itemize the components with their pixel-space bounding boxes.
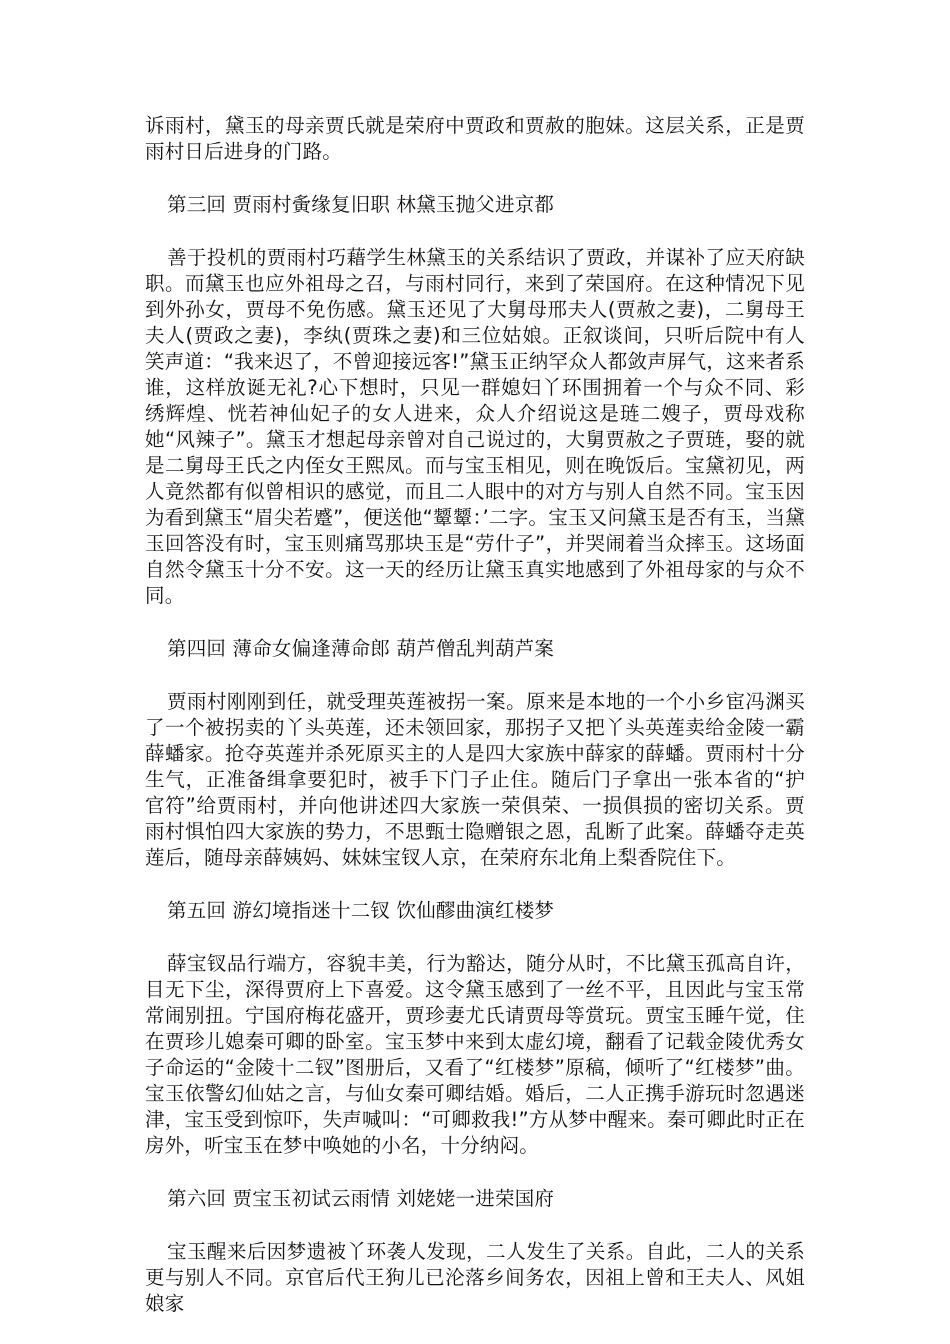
- intro-paragraph: 诉雨村，黛玉的母亲贾氏就是荣府中贾政和贾赦的胞妹。这层关系，正是贾雨村日后进身的门路。: [145, 114, 805, 163]
- chapter-6-heading: 第六回 贾宝玉初试云雨情 刘姥姥一进荣国府: [167, 1187, 555, 1210]
- chapter-5-heading: 第五回 游幻境指迷十二钗 饮仙醪曲演红楼梦: [167, 899, 555, 922]
- chapter-4-summary: 贾雨村刚刚到任，就受理英莲被拐一案。原来是本地的一个小乡宦冯渊买了一个被拐卖的丫头英莲，还未领回家，那拐子又把丫头英莲卖给金陵一霸薛蟠家。抢夺英莲并杀死原买主的人是四大家族中薛家的薛蟠。贾雨村十分生气，正准备缉拿要犯时，被手下门子止住。随后门子拿出一张本省的“护官符”给贾雨村，并向他讲述四大家族一荣俱荣、一损俱损的密切关系。贾雨村惧怕四大家族的势力，不思甄士隐赠银之恩，乱断了此案。薛蟠夺走英莲后，随母亲薛姨妈、妹妹宝钗人京，在荣府东北角上梨香院住下。: [145, 690, 805, 869]
- chapter-3-summary: 善于投机的贾雨村巧藉学生林黛玉的关系结识了贾政，并谋补了应天府缺职。而黛玉也应外祖母之召，与雨村同行，来到了荣国府。在这种情况下见到外孙女，贾母不免伤感。黛玉还见了大舅母邢夫人(贾赦之妻)，二舅母王夫人(贾政之妻)，李纨(贾珠之妻)和三位姑娘。正叙谈间，只听后院中有人笑声道：“我来迟了，不曾迎接远客!”黛玉正纳罕众人都敛声屏气，这来者系谁，这样放诞无礼?心下想时，只见一群媳妇丫环围拥着一个与众不同、彩绣辉煌、恍若神仙妃子的女人进来，众人介绍说这是琏二嫂子，贾母戏称她“风辣子”。黛玉才想起母亲曾对自己说过的，大舅贾赦之子贾琏，娶的就是二舅母王氏之内侄女王熙凤。而与宝玉相见，则在晚饭后。宝黛初见，两人竟然都有似曾相识的感觉，而且二人眼中的对方与别人自然不同。宝玉因为看到黛玉“眉尖若蹙”，便送他“颦颦：’二字。宝玉又问黛玉是否有玉，当黛玉回答没有时，宝玉则痛骂那块玉是“劳什子”，并哭闹着当众摔玉。这场面自然令黛玉十分不安。这一天的经历让黛玉真实地感到了外祖母家的与众不同。: [145, 246, 805, 607]
- chapter-4-heading: 第四回 薄命女偏逢薄命郎 葫芦僧乱判葫芦案: [167, 637, 555, 660]
- document-page: [145, 113, 805, 1317]
- chapter-6-summary: 宝玉醒来后因梦遗被丫环袭人发现，二人发生了关系。自此，二人的关系更与别人不同。京官后代王狗儿已沦落乡间务农，因祖上曾和王夫人、风姐娘家: [145, 1240, 805, 1315]
- chapter-5-summary: 薛宝钗品行端方，容貌丰美，行为豁达，随分从时，不比黛玉孤高自许，目无下尘，深得贾府上下喜爱。这令黛玉感到了一丝不平，且因此与宝玉常常闹别扭。宁国府梅花盛开，贾珍妻尤氏请贾母等赏玩。贾宝玉睡午觉，住在贾珍儿媳秦可卿的卧室。宝玉梦中来到太虚幻境，翻看了记载金陵优秀女子命运的“金陵十二钗”图册后，又看了“红楼梦”原稿，倾听了“红楼梦”曲。宝玉依警幻仙姑之言，与仙女秦可卿结婚。婚后，二人正携手游玩时忽遇迷津，宝玉受到惊吓，失声喊叫：“可卿救我!”方从梦中醒来。秦可卿此时正在房外，听宝玉在梦中唤她的小名，十分纳闷。: [145, 952, 805, 1157]
- chapter-3-heading: 第三回 贾雨村夤缘复旧职 林黛玉抛父进京都: [167, 193, 555, 216]
